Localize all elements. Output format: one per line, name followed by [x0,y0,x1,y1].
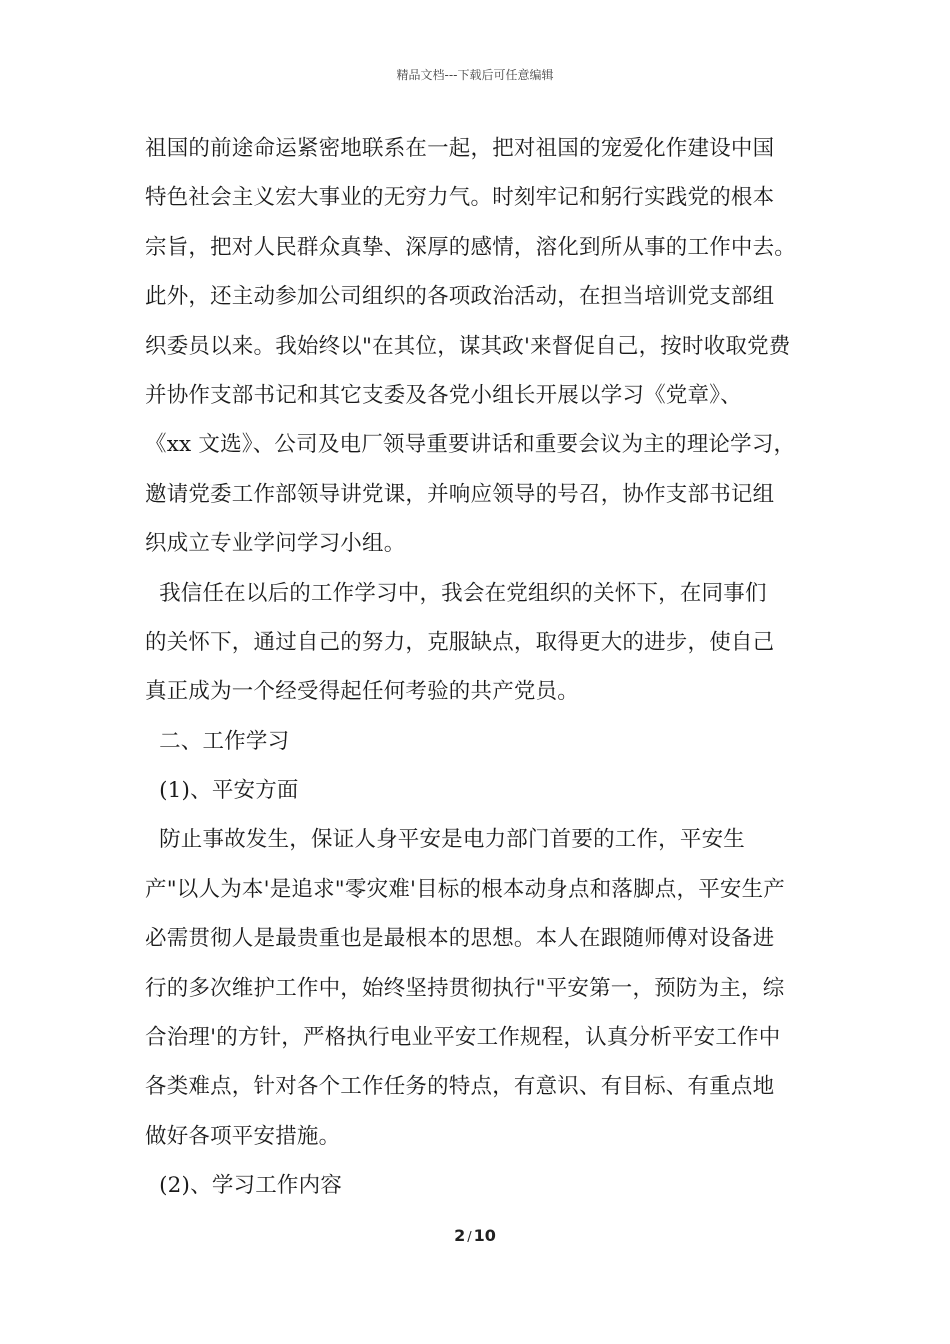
text-line: 真正成为一个经受得起任何考验的共产党员。 [145,679,580,705]
text-line: 织成立专业学问学习小组。 [145,531,406,557]
text-line: 此外，还主动参加公司组织的各项政治活动，在担当培训党支部组 [145,284,775,310]
text-line: 《xx 文选》、公司及电厂领导重要讲话和重要会议为主的理论学习， [145,432,796,458]
text-line: 各类难点，针对各个工作任务的特点，有意识、有目标、有重点地 [145,1074,775,1100]
text-line: 织委员以来。我始终以"在其位，谋其政'来督促自己，按时收取党费 [145,333,791,359]
current-page: 2 [454,1226,466,1245]
text-line: 防止事故发生，保证人身平安是电力部门首要的工作，平安生 [145,827,745,853]
text-line: 合治理'的方针，严格执行电业平安工作规程，认真分析平安工作中 [145,1025,781,1051]
subsection-heading: (1)、平安方面 [145,778,299,804]
text-line: 的关怀下，通过自己的努力，克服缺点，取得更大的进步，使自己 [145,629,775,655]
page-number [0,1226,950,1245]
text-line: 必需贯彻人是最贵重也是最根本的思想。本人在跟随师傅对设备进 [145,926,775,952]
text-line: 我信任在以后的工作学习中，我会在党组织的关怀下，在同事们 [145,580,767,606]
text-line: 祖国的前途命运紧密地联系在一起，把对祖国的宠爱化作建设中国 [145,136,775,161]
text-line: 并协作支部书记和其它支委及各党小组长开展以学习《党章》、 [145,382,742,408]
text-line: 宗旨，把对人民群众真挚、深厚的感情，溶化到所从事的工作中去。 [145,234,797,260]
document-body [145,124,825,1211]
total-pages: 10 [473,1226,496,1245]
page-separator: / [467,1230,472,1245]
text-line: 行的多次维护工作中，始终坚持贯彻执行"平安第一，预防为主，综 [145,975,785,1001]
section-heading: 二、工作学习 [145,728,290,754]
text-line: 做好各项平安措施。 [145,1123,341,1149]
page-header: 精品文档---下载后可任意编辑 [396,68,554,82]
text-line: 邀请党委工作部领导讲党课，并响应领导的号召，协作支部书记组 [145,481,775,507]
text-line: 特色社会主义宏大事业的无穷力气。时刻牢记和躬行实践党的根本 [145,185,775,211]
subsection-heading: (2)、学习工作内容 [145,1173,343,1199]
text-line: 产"以人为本'是追求"零灾难'目标的根本动身点和落脚点，平安生产 [145,876,786,902]
